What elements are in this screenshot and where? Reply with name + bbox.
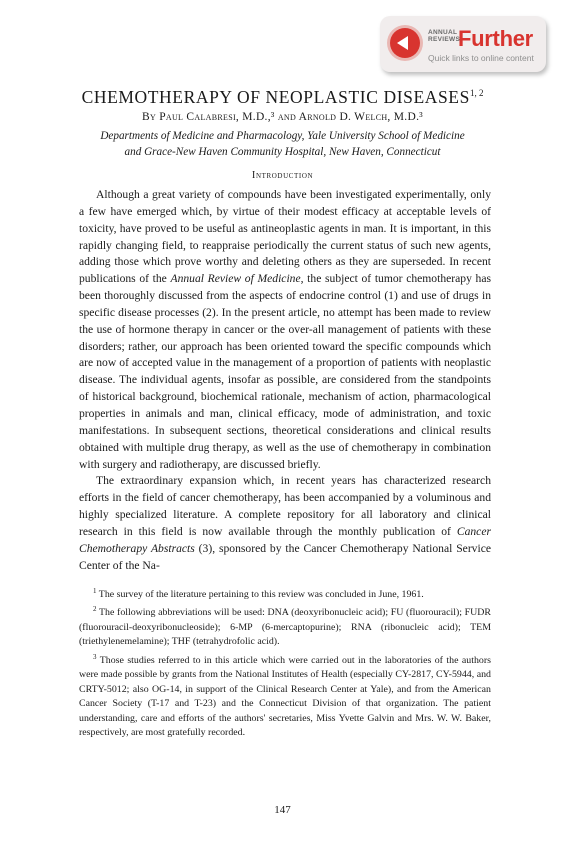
title-footnote-marks: 1, 2: [469, 88, 484, 98]
journal-name: Annual Review of Medicine,: [170, 272, 304, 286]
article-title: CHEMOTHERAPY OF NEOPLASTIC DISEASES$^{1, 2}$: [81, 87, 484, 107]
article-authors: By Paul Calabresi, M.D.,³ and Arnold D. Welch, M.D.³: [141, 111, 424, 123]
further-label[interactable]: Further: [458, 26, 533, 51]
footnote: $^2$ The following abbreviations will be used: DNA (deoxyribonucleic acid); FU (fluorouracil); FUDR (fluorouracil-deoxyribonucleoside); 6-MP (6-mercaptopurine); RNA (ribonucleic acid); TEM (triethylenemelamine); THF (tetrahydrofolic acid).: [79, 605, 491, 648]
further-tagline[interactable]: Quick links to online content: [428, 53, 534, 63]
page-number: 147: [274, 804, 291, 816]
footnotes: [79, 584, 491, 741]
paragraph: The extraordinary expansion which, in recent years has characterized research efforts in the field of cancer chemotherapy, has been accompanied by a voluminous and highly specialized literature. A complete repository for all laboratory and clinical research in this field is now available through the monthly publication of Cancer Chemotherapy Abstracts (3), sponsored by the Cancer Chemotherapy National Service Center of the Na-: [79, 474, 491, 572]
article-body: [79, 187, 491, 574]
further-badge[interactable]: [380, 16, 546, 72]
footnote: $^1$ The survey of the literature pertaining to this review was concluded in June, 1961.: [93, 587, 424, 600]
footnote: $^3$ Those studies referred to in this article which were carried out in the laboratories of the authors were made possible by grants from the National Institutes of Health (especially CY-2817, CY-5944, and CRTY-5012; also OG-14, in support of the Clinical Research Center at Yale), and from the American Cancer Society (T-17 and T-23) and the Connecticut Division of that organization. The patient understanding, care and efforts of the authors' secretaries, Miss Yvette Galvin and Mrs. W. W. Baker, respectively, are most gratefully recorded.: [79, 652, 491, 739]
play-arrow-icon[interactable]: [390, 28, 420, 58]
annual-reviews-logo-text: ANNUAL REVIEWS: [428, 29, 461, 43]
journal-name: Cancer Chemotherapy Abstracts: [79, 524, 491, 555]
section-heading: Introduction: [251, 170, 314, 181]
article-affiliation: Departments of Medicine and Pharmacology, Yale University School of Medicine and Grace-New Haven Community Hospital, New Haven, Connecticut: [100, 130, 465, 158]
paragraph: Although a great variety of compounds have been investigated experimentally, only a few have emerged which, by virtue of their modest efficacy at acceptable levels of toxicity, have proved to be useful as antineoplastic agents in man. It is important, in this rapidly changing field, to reappraise periodically the current status of such new agents, adding those which prove worthy and deleting others as they are superseded. In recent publications of the Annual Review of Medicine, the subject of tumor chemotherapy has been thoroughly discussed from the aspects of endocrine control (1) and use of drugs in specific disease processes (2). In the present article, no attempt has been made to review the use of hormone therapy in cancer or the over-all management of patients with these disorders; rather, our approach has been oriented toward the specific compounds which are now of accepted value in the management of a proportion of patients with neoplastic disease. The individual agents, insofar as possible, are considered from the standpoints of historical background, biochemical rationale, mechanism of action, pharmacological properties in animals and man, clinical efficacy, mode of administration, and toxic manifestations. In subsequent sections, theoretical considerations and clinical results obtained with multiple drug therapy, as well as the use of chemotherapy in combination with surgery and radiotherapy, are discussed briefly.: [79, 188, 491, 471]
